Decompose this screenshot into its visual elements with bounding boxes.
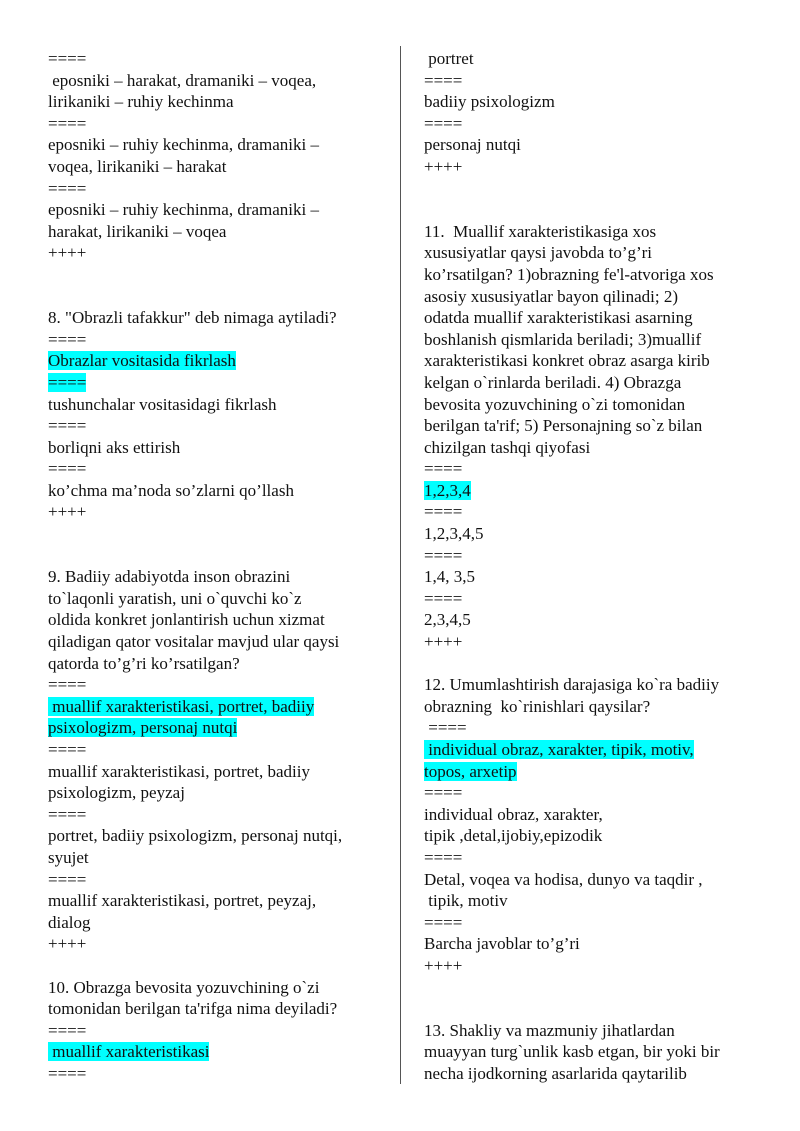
text-line xyxy=(48,113,384,135)
text-line xyxy=(48,890,384,912)
line-text: 1,2,3,4 xyxy=(424,480,471,500)
text-line xyxy=(424,70,774,92)
text-line xyxy=(424,674,774,696)
line-text: ==== xyxy=(48,869,87,889)
text-line xyxy=(48,394,384,416)
text-line xyxy=(48,782,384,804)
blank-line xyxy=(424,977,774,999)
line-text: xarakteristikasi konkret obraz asarga kirib xyxy=(424,351,710,371)
line-text: ==== xyxy=(48,740,87,759)
text-line xyxy=(424,1063,774,1085)
line-text: ==== xyxy=(48,1020,87,1040)
line-text: personaj nutqi xyxy=(424,135,521,155)
text-line xyxy=(424,458,774,480)
highlighted-answer-line xyxy=(424,480,774,502)
line-text: ==== xyxy=(48,416,87,436)
text-line xyxy=(48,869,384,891)
text-line xyxy=(48,156,384,178)
blank-line xyxy=(48,545,384,567)
line-text: 11. Muallif xarakteristikasiga xos xyxy=(424,221,657,241)
text-line xyxy=(48,134,384,156)
text-line xyxy=(424,415,774,437)
text-line xyxy=(424,804,774,826)
line-text: psixologizm, personaj nutqi xyxy=(48,718,238,738)
line-text: chizilgan tashqi qiyofasi xyxy=(424,437,591,457)
text-line xyxy=(424,545,774,567)
text-line xyxy=(48,609,384,631)
text-line xyxy=(48,242,384,264)
line-text: tipik, motiv xyxy=(424,891,508,911)
text-line xyxy=(48,674,384,696)
text-line xyxy=(424,307,774,329)
line-text: ++++ xyxy=(48,243,87,263)
line-text: tipik ,detal,ijobiy,epizodik xyxy=(424,826,603,846)
text-line xyxy=(48,1020,384,1042)
text-line xyxy=(48,847,384,869)
text-line xyxy=(424,912,774,934)
line-text: ko’chma ma’noda so’zlarni qo’llash xyxy=(48,480,294,500)
line-text: to`laqonli yaratish, uni o`quvchi ko`z xyxy=(48,588,302,608)
line-text: ==== xyxy=(424,459,463,479)
text-line xyxy=(424,350,774,372)
highlighted-answer-line xyxy=(48,350,384,372)
text-line xyxy=(424,286,774,308)
text-line xyxy=(48,977,384,999)
text-line xyxy=(424,933,774,955)
line-text: harakat, lirikaniki – voqea xyxy=(48,221,227,241)
text-line xyxy=(424,1020,774,1042)
text-line xyxy=(424,372,774,394)
line-text: eposniki – ruhiy kechinma, dramaniki – xyxy=(48,200,319,220)
text-line xyxy=(424,890,774,912)
text-line xyxy=(48,653,384,675)
text-line xyxy=(424,588,774,610)
line-text: tomonidan berilgan ta'rifga nima deyiladi? xyxy=(48,999,338,1019)
text-line xyxy=(424,156,774,178)
text-line xyxy=(48,178,384,200)
text-line xyxy=(424,825,774,847)
text-line xyxy=(424,134,774,156)
line-text: 1,2,3,4,5 xyxy=(424,524,484,544)
text-line xyxy=(424,696,774,718)
text-line xyxy=(48,415,384,437)
text-line xyxy=(424,91,774,113)
text-line xyxy=(48,221,384,243)
line-text: 10. Obrazga bevosita yozuvchining o`zi xyxy=(48,977,320,997)
line-text: muallif xarakteristikasi, portret, peyzaj, xyxy=(48,891,317,911)
line-text: ==== xyxy=(424,718,467,738)
line-text: ==== xyxy=(48,459,87,479)
line-text: borliqni aks ettirish xyxy=(48,437,181,457)
text-line xyxy=(48,48,384,70)
line-text: ==== xyxy=(424,847,463,867)
blank-line xyxy=(424,998,774,1020)
line-text: muallif xarakteristikasi, portret, badiiy xyxy=(48,696,315,716)
text-line xyxy=(424,501,774,523)
blank-line xyxy=(424,199,774,221)
text-line xyxy=(424,48,774,70)
text-line xyxy=(424,1041,774,1063)
text-line xyxy=(48,307,384,329)
text-line xyxy=(48,91,384,113)
text-line xyxy=(48,631,384,653)
text-line xyxy=(48,70,384,92)
line-text: 2,3,4,5 xyxy=(424,610,471,630)
line-text: eposniki – ruhiy kechinma, dramaniki – xyxy=(48,135,319,155)
line-text: ==== xyxy=(424,912,463,932)
highlighted-answer-line xyxy=(48,696,384,718)
text-line xyxy=(424,437,774,459)
line-text: tushunchalar vositasidagi fikrlash xyxy=(48,394,277,414)
text-line xyxy=(48,933,384,955)
line-text: ==== xyxy=(48,49,87,68)
text-line xyxy=(48,998,384,1020)
line-text: boshlanish qismlarida beriladi; 3)muallif xyxy=(424,329,702,349)
line-text: ==== xyxy=(48,372,87,392)
left-column xyxy=(48,48,384,1085)
text-line xyxy=(48,825,384,847)
text-line xyxy=(48,739,384,761)
blank-line xyxy=(424,653,774,675)
line-text: necha ijodkorning asarlarida qaytarilib xyxy=(424,1063,687,1083)
highlighted-answer-line xyxy=(424,761,774,783)
line-text: 8. "Obrazli tafakkur" deb nimaga aytiladi? xyxy=(48,308,337,328)
blank-line xyxy=(48,955,384,977)
line-text: syujet xyxy=(48,847,89,867)
line-text: kelgan o`rinlarda beriladi. 4) Obrazga xyxy=(424,372,682,392)
line-text: oldida konkret jonlantirish uchun xizmat xyxy=(48,610,325,630)
line-text: individual obraz, xarakter, xyxy=(424,804,603,824)
text-line xyxy=(48,912,384,934)
line-text: individual obraz, xarakter, tipik, motiv, xyxy=(424,740,694,759)
line-text: obrazning ko`rinishlari qaysilar? xyxy=(424,696,651,716)
line-text: ==== xyxy=(48,178,87,198)
line-text: badiiy psixologizm xyxy=(424,92,555,112)
text-line xyxy=(424,113,774,135)
line-text: ==== xyxy=(424,588,463,608)
text-line xyxy=(48,480,384,502)
highlighted-answer-line xyxy=(424,739,774,761)
line-text: qiladigan qator vositalar mavjud ular qaysi xyxy=(48,632,340,652)
line-text: Detal, voqea va hodisa, dunyo va taqdir , xyxy=(424,869,703,889)
right-column xyxy=(424,48,774,1085)
line-text: portret xyxy=(424,49,474,68)
line-text: ==== xyxy=(48,329,87,349)
line-text: ++++ xyxy=(48,934,87,954)
line-text: ++++ xyxy=(424,955,463,975)
text-line xyxy=(424,869,774,891)
text-line xyxy=(424,394,774,416)
line-text: asosiy xususiyatlar bayon qilinadi; 2) xyxy=(424,286,679,306)
line-text: ==== xyxy=(424,113,463,133)
text-line xyxy=(48,1063,384,1085)
highlighted-answer-line xyxy=(48,1041,384,1063)
line-text: bevosita yozuvchining o`zi tomonidan xyxy=(424,394,686,414)
text-line xyxy=(424,609,774,631)
line-text: berilgan ta'rif; 5) Personajning so`z bilan xyxy=(424,416,703,436)
text-line xyxy=(424,221,774,243)
line-text: ==== xyxy=(424,545,463,565)
line-text: ==== xyxy=(48,1063,87,1083)
line-text: 13. Shakliy va mazmuniy jihatlardan xyxy=(424,1020,675,1040)
line-text: topos, arxetip xyxy=(424,761,517,781)
line-text: xususiyatlar qaysi javobda to’g’ri xyxy=(424,243,653,263)
line-text: ==== xyxy=(424,70,463,90)
line-text: 9. Badiiy adabiyotda inson obrazini xyxy=(48,567,291,587)
line-text: psixologizm, peyzaj xyxy=(48,783,185,803)
line-text: 12. Umumlashtirish darajasiga ko`ra badiiy xyxy=(424,675,720,695)
line-text: ==== xyxy=(48,113,87,133)
line-text: ++++ xyxy=(424,632,463,652)
text-line xyxy=(424,782,774,804)
text-line xyxy=(48,588,384,610)
text-line xyxy=(424,329,774,351)
line-text: voqea, lirikaniki – harakat xyxy=(48,156,227,176)
text-line xyxy=(424,566,774,588)
line-text: odatda muallif xarakteristikasi asarning xyxy=(424,308,693,328)
text-line xyxy=(424,847,774,869)
line-text: ==== xyxy=(424,502,463,522)
text-line xyxy=(424,242,774,264)
line-text: Barcha javoblar to’g’ri xyxy=(424,934,580,954)
text-line xyxy=(48,437,384,459)
line-text: ==== xyxy=(48,675,87,695)
text-line xyxy=(48,566,384,588)
line-text: muallif xarakteristikasi xyxy=(48,1042,210,1062)
text-line xyxy=(424,523,774,545)
line-text: lirikaniki – ruhiy kechinma xyxy=(48,92,234,112)
text-line xyxy=(48,804,384,826)
blank-line xyxy=(48,286,384,308)
text-line xyxy=(424,264,774,286)
line-text: Obrazlar vositasida fikrlash xyxy=(48,351,236,371)
text-line xyxy=(48,501,384,523)
highlighted-answer-line xyxy=(48,372,384,394)
text-line xyxy=(424,631,774,653)
line-text: 1,4, 3,5 xyxy=(424,567,475,587)
text-line xyxy=(48,761,384,783)
line-text: ko’rsatilgan? 1)obrazning fe'l-atvoriga xos xyxy=(424,264,714,284)
text-line xyxy=(48,199,384,221)
text-line xyxy=(424,955,774,977)
line-text: muayyan turg`unlik kasb etgan, bir yoki bir xyxy=(424,1042,720,1062)
highlighted-answer-line xyxy=(48,717,384,739)
line-text: ++++ xyxy=(424,156,463,176)
line-text: muallif xarakteristikasi, portret, badiiy xyxy=(48,761,311,781)
blank-line xyxy=(48,523,384,545)
line-text: qatorda to’g’ri ko’rsatilgan? xyxy=(48,653,240,673)
text-line xyxy=(48,329,384,351)
blank-line xyxy=(48,264,384,286)
text-line xyxy=(48,458,384,480)
line-text: ++++ xyxy=(48,502,87,522)
line-text: ==== xyxy=(48,804,87,824)
text-line xyxy=(424,717,774,739)
line-text: dialog xyxy=(48,912,91,932)
column-divider xyxy=(400,46,401,1084)
line-text: ==== xyxy=(424,783,463,803)
blank-line xyxy=(424,178,774,200)
line-text: portret, badiiy psixologizm, personaj nutqi, xyxy=(48,826,343,846)
line-text: eposniki – harakat, dramaniki – voqea, xyxy=(48,70,317,90)
